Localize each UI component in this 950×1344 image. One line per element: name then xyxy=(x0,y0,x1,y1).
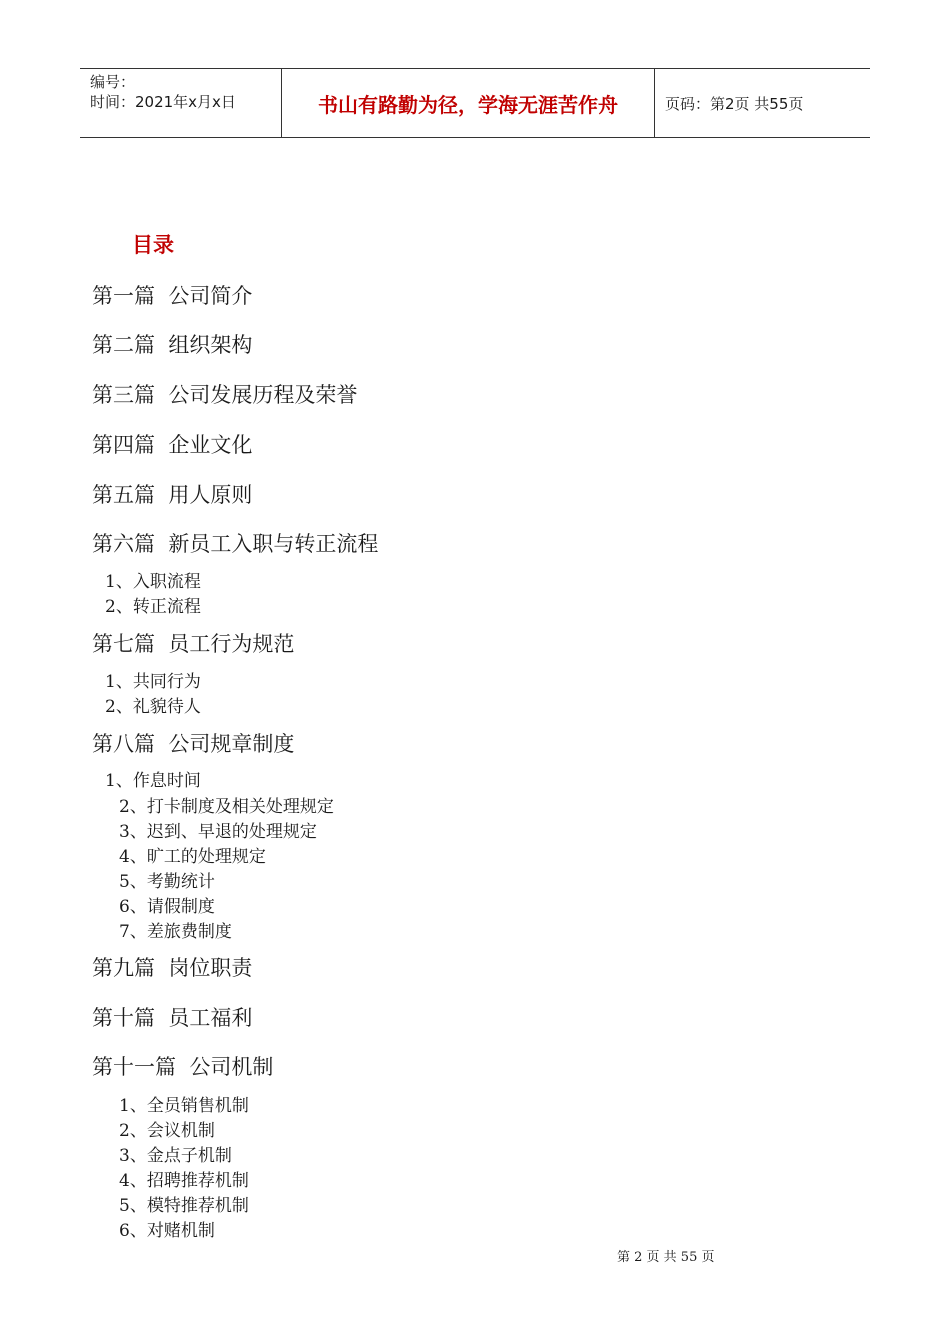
toc-item: 5、考勤统计 xyxy=(119,872,215,892)
toc-item: 4、旷工的处理规定 xyxy=(119,847,266,867)
date-label: 时间：2021年x月x日 xyxy=(90,93,236,111)
toc-item: 2、会议机制 xyxy=(119,1121,215,1141)
header-meta xyxy=(80,69,282,137)
number-label: 编号： xyxy=(90,73,136,91)
toc-item: 2、转正流程 xyxy=(105,597,201,617)
toc-item: 6、请假制度 xyxy=(119,897,215,917)
toc-chapter-2: 第二篇 组织架构 xyxy=(92,333,253,357)
toc-chapter-3: 第三篇 公司发展历程及荣誉 xyxy=(92,383,358,407)
toc-item: 2、打卡制度及相关处理规定 xyxy=(119,797,334,817)
toc-item: 3、迟到、早退的处理规定 xyxy=(119,822,317,842)
toc-chapter-6: 第六篇 新员工入职与转正流程 xyxy=(92,532,379,556)
toc-chapter-1: 第一篇 公司简介 xyxy=(92,284,253,308)
toc-item: 1、入职流程 xyxy=(105,572,201,592)
toc-item: 6、对赌机制 xyxy=(119,1221,215,1241)
page-header xyxy=(80,68,870,138)
toc-chapter-10: 第十篇 员工福利 xyxy=(92,1006,253,1030)
toc-item: 7、差旅费制度 xyxy=(119,922,232,942)
toc-chapter-4: 第四篇 企业文化 xyxy=(92,433,253,457)
header-page-cell xyxy=(655,69,880,137)
toc-item: 1、全员销售机制 xyxy=(119,1096,249,1116)
toc-item: 4、招聘推荐机制 xyxy=(119,1171,249,1191)
page-footer: 第 2 页 共 55 页 xyxy=(617,1250,715,1265)
toc-chapter-8: 第八篇 公司规章制度 xyxy=(92,732,295,756)
header-motto-cell xyxy=(282,69,655,137)
page-info: 页码：第2页 共55页 xyxy=(665,94,804,113)
toc-item: 3、金点子机制 xyxy=(119,1146,232,1166)
toc-chapter-7: 第七篇 员工行为规范 xyxy=(92,632,295,656)
toc-item: 1、共同行为 xyxy=(105,672,201,692)
toc-chapter-9: 第九篇 岗位职责 xyxy=(92,956,253,980)
toc-item: 5、模特推荐机制 xyxy=(119,1196,249,1216)
toc-chapter-11: 第十一篇 公司机制 xyxy=(92,1055,274,1079)
toc-chapter-5: 第五篇 用人原则 xyxy=(92,483,253,507)
toc-title: 目录 xyxy=(132,233,174,257)
toc-item: 2、礼貌待人 xyxy=(105,697,201,717)
toc-item: 1、作息时间 xyxy=(105,771,201,791)
motto: 书山有路勤为径，学海无涯苦作舟 xyxy=(318,92,618,117)
